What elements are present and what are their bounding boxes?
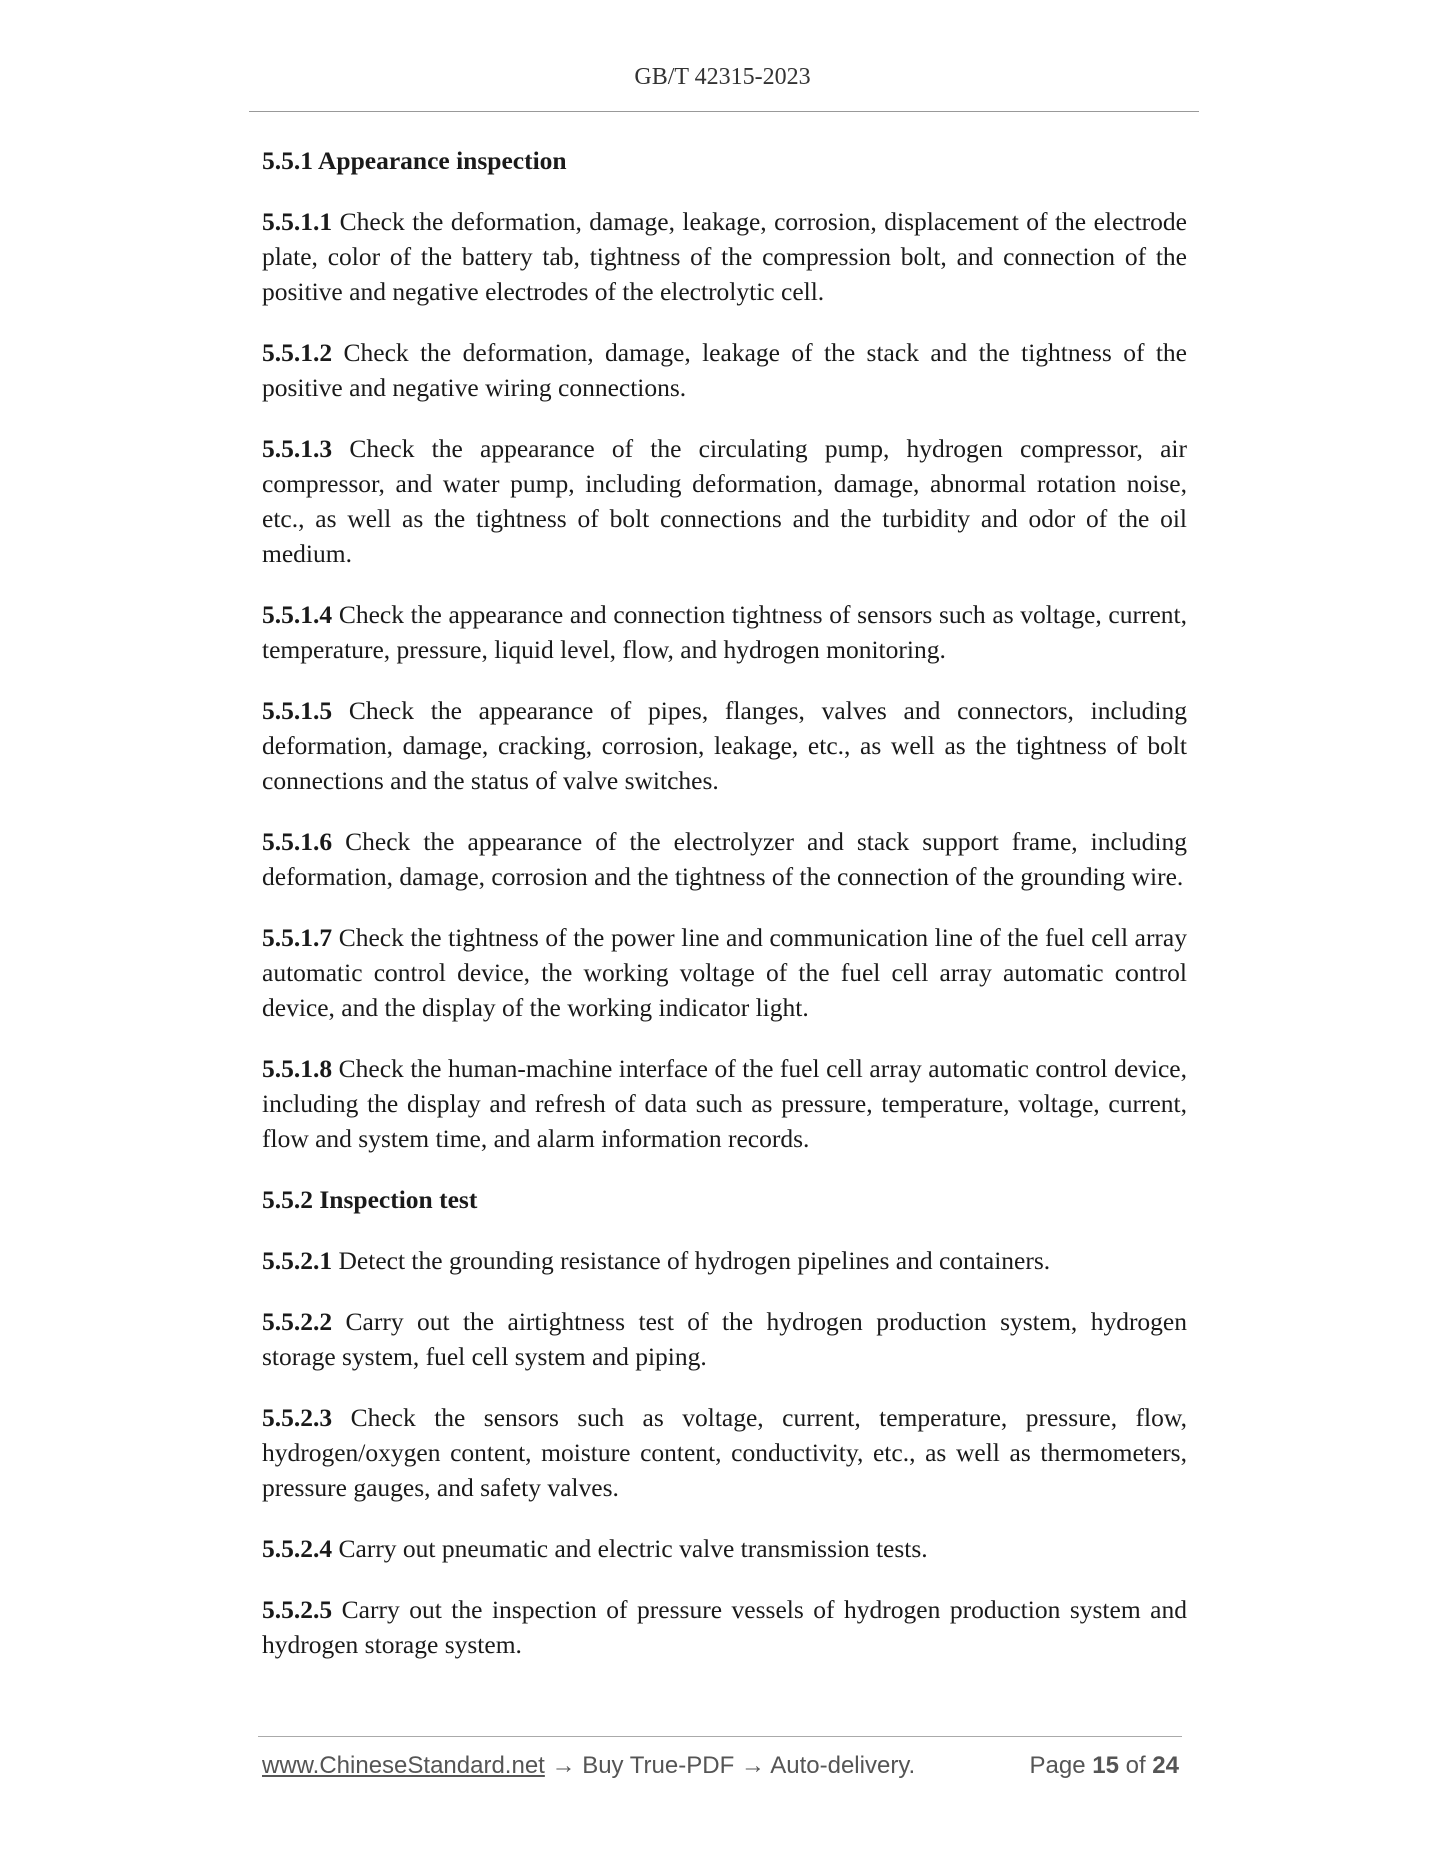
document-body [262,143,1187,1688]
document-header [0,64,1445,91]
clause-text: Detect the grounding resistance of hydrogen pipelines and containers. [338,1246,1051,1275]
clause-paragraph [262,1304,1187,1374]
clause-paragraph [262,1531,1187,1566]
clause-number: 5.5.1.2 [262,338,333,367]
clause-number: 5.5.1.3 [262,434,333,463]
clause-paragraph [262,1243,1187,1278]
clause-text: Carry out pneumatic and electric valve transmission tests. [338,1534,928,1563]
clause-paragraph [262,597,1187,667]
section-title: 5.5.2 Inspection test [262,1185,478,1214]
clause-number: 5.5.1.8 [262,1054,333,1083]
arrow-right-icon: → [734,1752,771,1779]
clause-number: 5.5.2.1 [262,1246,333,1275]
buy-pdf-text: Buy True-PDF [582,1752,735,1779]
clause-paragraph [262,1400,1187,1505]
clause-number: 5.5.2.3 [262,1403,333,1432]
standard-code: GB/T 42315-2023 [634,64,811,90]
clause-paragraph [262,204,1187,309]
clause-text: Check the deformation, damage, leakage, corrosion, displacement of the electrode plate, color of the battery tab, tightness of the compression bolt, and connection of the positive and negative electrodes of the electrolytic cell. [262,207,1187,306]
clause-number: 5.5.1.5 [262,696,333,725]
clause-text: Carry out the inspection of pressure vessels of hydrogen production system and hydrogen storage system. [262,1595,1188,1659]
clause-text: Check the appearance of the circulating pump, hydrogen compressor, air compressor, and water pump, including deformation, damage, abnormal rotation noise, etc., as well as the tightness of bolt connections and the turbidity and odor of the oil medium. [262,434,1188,568]
page-current: 15 [1092,1752,1119,1779]
clause-paragraph [262,335,1187,405]
clause-number: 5.5.2.2 [262,1307,333,1336]
clause-paragraph [262,824,1187,894]
page-indicator [1030,1752,1180,1780]
clause-text: Check the tightness of the power line and communication line of the fuel cell array automatic control device, the working voltage of the fuel cell array automatic control device, and the display of the working indicator light. [262,923,1187,1022]
clause-number: 5.5.1.6 [262,827,333,856]
header-divider [249,111,1199,112]
clause-number: 5.5.1.4 [262,600,333,629]
clause-paragraph [262,1592,1187,1662]
clause-text: Check the appearance of pipes, flanges, valves and connectors, including deformation, damage, cracking, corrosion, leakage, etc., as well as the tightness of bolt connections and the status of valve switches. [262,696,1187,795]
auto-delivery-text: Auto-delivery. [770,1752,916,1779]
clause-text: Carry out the airtightness test of the hydrogen production system, hydrogen storage system, fuel cell system and piping. [262,1307,1187,1371]
clause-text: Check the appearance of the electrolyzer and stack support frame, including deformation, damage, corrosion and the tightness of the connection of the grounding wire. [262,827,1187,891]
clause-number: 5.5.1.7 [262,923,333,952]
clause-paragraph [262,1051,1187,1156]
clause-text: Check the human-machine interface of the fuel cell array automatic control device, including the display and refresh of data such as pressure, temperature, voltage, current, flow and system time, and alarm information records. [262,1054,1187,1153]
clause-number: 5.5.2.4 [262,1534,333,1563]
clause-paragraph [262,431,1187,571]
arrow-right-icon: → [544,1752,583,1779]
clause-paragraph [262,920,1187,1025]
clause-text: Check the deformation, damage, leakage of the stack and the tightness of the positive and negative wiring connections. [262,338,1187,402]
clause-number: 5.5.1.1 [262,207,333,236]
page-footer [262,1752,1182,1780]
website-link[interactable]: www.ChineseStandard.net [262,1752,545,1779]
clause-number: 5.5.2.5 [262,1595,333,1624]
page-of-label: of [1125,1752,1146,1779]
clause-text: Check the appearance and connection tightness of sensors such as voltage, current, temperature, pressure, liquid level, flow, and hydrogen monitoring. [262,600,1187,664]
page-label: Page [1029,1752,1086,1779]
section-title: 5.5.1 Appearance inspection [262,146,567,175]
clause-paragraph [262,693,1187,798]
clause-text: Check the sensors such as voltage, current, temperature, pressure, flow, hydrogen/oxygen content, moisture content, conductivity, etc., as well as thermometers, pressure gauges, and safety valves. [262,1403,1188,1502]
footer-divider [258,1736,1182,1737]
page-total: 24 [1152,1752,1179,1779]
